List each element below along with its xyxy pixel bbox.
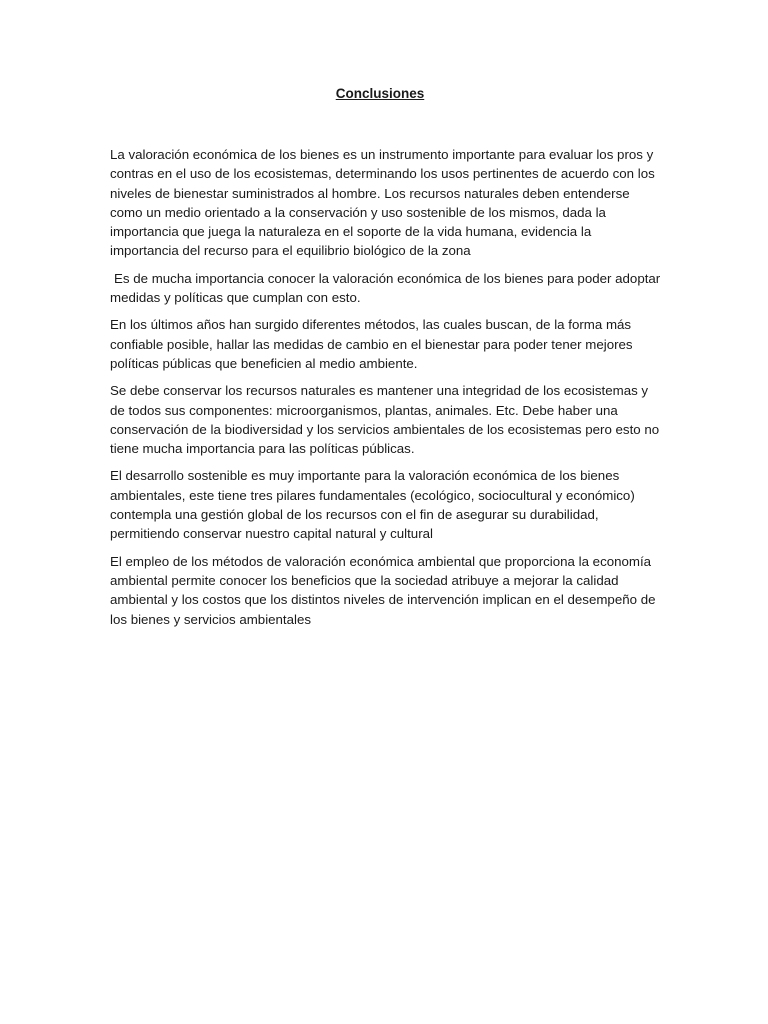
- paragraph-6: El empleo de los métodos de valoración económica ambiental que proporciona la economía ambiental permite conocer los beneficios que la sociedad atribuye a mejorar la calidad ambiental y los costos que los distintos niveles de intervención implican en el desempeño de los bienes y servicios ambientales: [110, 553, 656, 627]
- paragraph-5: El desarrollo sostenible es muy importante para la valoración económica de los bienes ambientales, este tiene tres pilares fundamentales (ecológico, sociocultural y económico) contempla una gestión global de los recursos con el fin de asegurar su durabilidad, permitiendo conservar nuestro capital natural y cultural: [110, 468, 635, 542]
- document-title: Conclusiones: [335, 86, 425, 101]
- paragraph-3: En los últimos años han surgido diferentes métodos, las cuales buscan, de la forma más confiable posible, hallar las medidas de cambio en el bienestar para poder tener mejores políticas públicas que beneficien al medio ambiente.: [110, 317, 633, 371]
- paragraph-4: Se debe conservar los recursos naturales es mantener una integridad de los ecosistemas y de todos sus componentes: microorganismos, plantas, animales. Etc. Debe haber una conservación de la biodiversidad y los servicios ambientales de los ecosistemas pero esto no tiene mucha importancia para las políticas públicas.: [110, 383, 660, 457]
- paragraph-2: Es de mucha importancia conocer la valoración económica de los bienes para poder adoptar medidas y políticas que cumplan con esto.: [110, 270, 661, 306]
- document-body: [110, 145, 662, 637]
- paragraph-1: La valoración económica de los bienes es un instrumento importante para evaluar los pros y contras en el uso de los ecosistemas, determinando los usos pertinentes de acuerdo con los niveles de bienestar suministrados al hombre. Los recursos naturales deben entenderse como un medio orientado a la conservación y uso sostenible de los mismos, dada la importancia que juega la naturaleza en el soporte de la vida humana, evidencia la importancia del recurso para el equilibrio biológico de la zona: [110, 147, 655, 259]
